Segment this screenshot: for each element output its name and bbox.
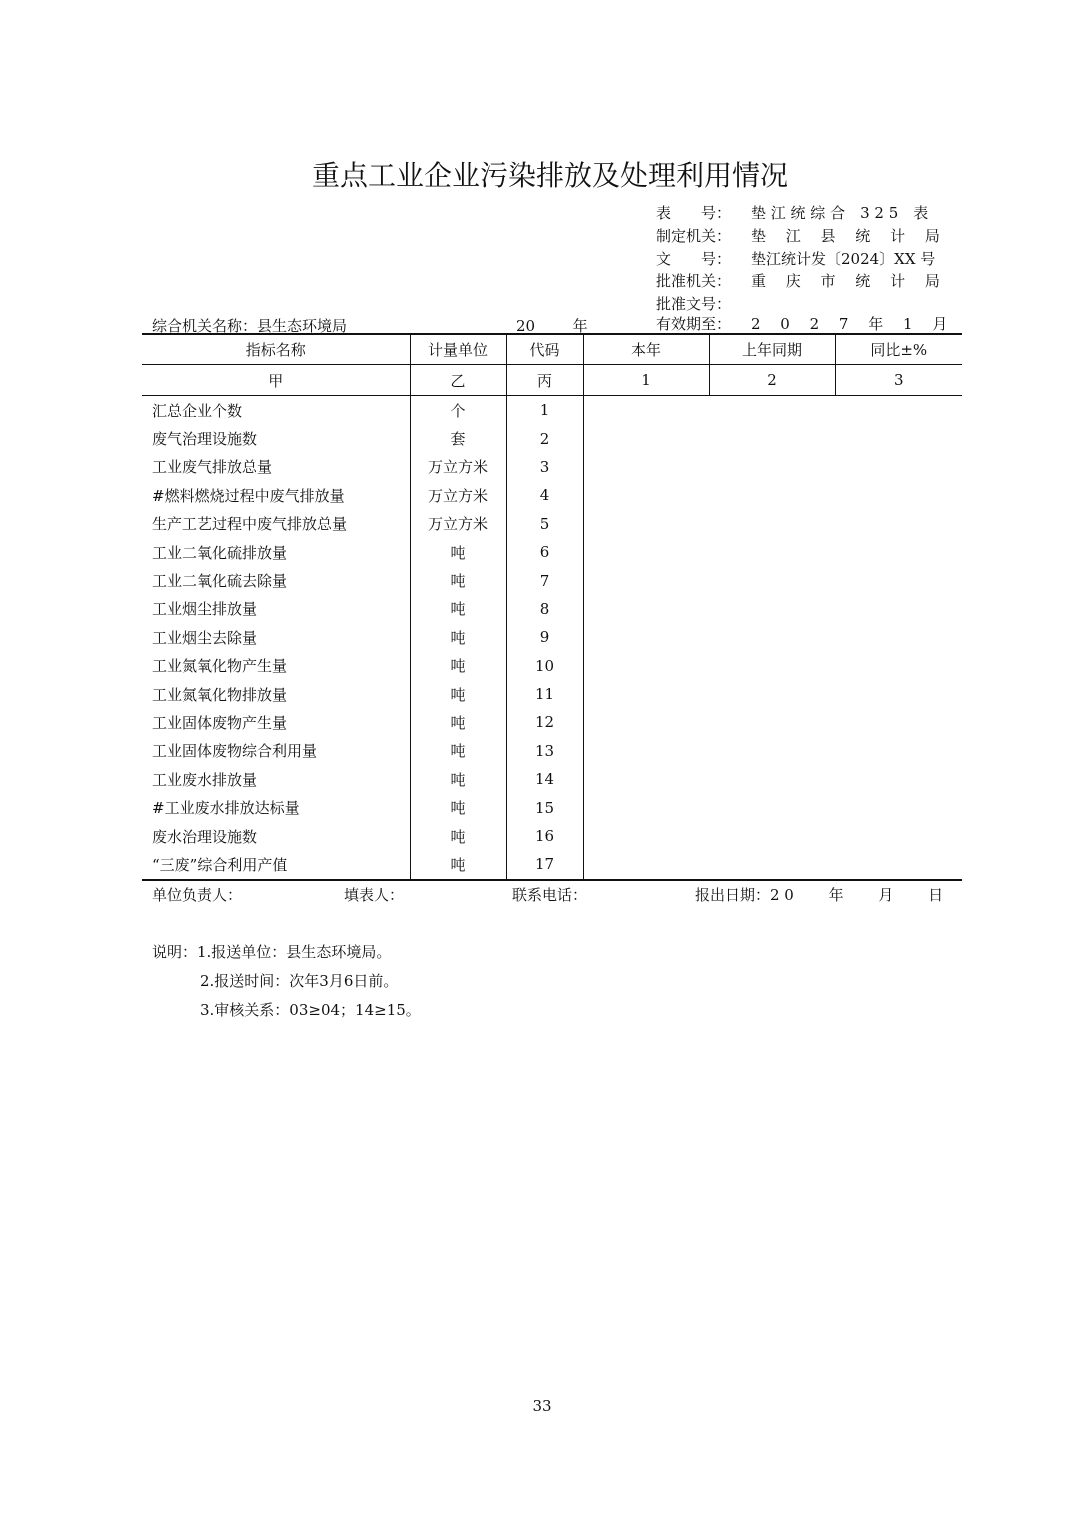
- row-code: 5: [506, 510, 583, 538]
- value-cell-previous[interactable]: [709, 793, 835, 821]
- row-code: 14: [506, 765, 583, 793]
- row-name: 工业烟尘排放量: [142, 595, 410, 623]
- subheader-cell: 1: [583, 365, 709, 396]
- value-cell-yoy[interactable]: [835, 481, 962, 509]
- table-row: [142, 737, 962, 765]
- value-cell-current[interactable]: [583, 566, 709, 594]
- row-code: 3: [506, 453, 583, 481]
- row-name: 工业废水排放量: [142, 765, 410, 793]
- row-code: 13: [506, 737, 583, 765]
- value-cell-previous[interactable]: [709, 538, 835, 566]
- meta-row-issuer: [656, 225, 960, 247]
- row-name: 工业烟尘去除量: [142, 623, 410, 651]
- note-line: 说明：1.报送单位：县生态环境局。: [152, 943, 392, 961]
- row-code: 8: [506, 595, 583, 623]
- header-cell: 指标名称: [142, 334, 410, 365]
- value-cell-yoy[interactable]: [835, 453, 962, 481]
- meta-label: 制定机关：: [656, 227, 732, 245]
- row-unit: 吨: [410, 765, 506, 793]
- table-row: [142, 765, 962, 793]
- value-cell-yoy[interactable]: [835, 708, 962, 736]
- value-cell-current[interactable]: [583, 538, 709, 566]
- meta-value: 垫 江 统 综 合 3 2 5 表: [751, 204, 929, 222]
- subheader-cell: 3: [835, 365, 962, 396]
- value-cell-previous[interactable]: [709, 652, 835, 680]
- value-cell-previous[interactable]: [709, 765, 835, 793]
- value-cell-previous[interactable]: [709, 566, 835, 594]
- row-unit: 套: [410, 424, 506, 452]
- footer-report-date: 报出日期：2 0 年 月 日: [695, 886, 944, 904]
- row-name: 废水治理设施数: [142, 822, 410, 850]
- footer-filler: 填表人：: [344, 886, 405, 904]
- table-subheader-row: [142, 365, 962, 396]
- subheader-cell: 2: [709, 365, 835, 396]
- meta-label: 表 号：: [656, 204, 732, 222]
- row-unit: 吨: [410, 566, 506, 594]
- value-cell-current[interactable]: [583, 680, 709, 708]
- page-number: 33: [532, 1397, 552, 1415]
- value-cell-current[interactable]: [583, 595, 709, 623]
- row-unit: 吨: [410, 793, 506, 821]
- subheader-cell: 丙: [506, 365, 583, 396]
- row-name: 生产工艺过程中废气排放总量: [142, 510, 410, 538]
- value-cell-previous[interactable]: [709, 680, 835, 708]
- value-cell-previous[interactable]: [709, 481, 835, 509]
- row-name: #工业废水排放达标量: [142, 793, 410, 821]
- note-line: 2.报送时间：次年3月6日前。: [200, 972, 399, 990]
- row-code: 4: [506, 481, 583, 509]
- table-row: [142, 680, 962, 708]
- value-cell-previous[interactable]: [709, 453, 835, 481]
- value-cell-yoy[interactable]: [835, 737, 962, 765]
- value-cell-previous[interactable]: [709, 850, 835, 879]
- row-name: 工业氮氧化物产生量: [142, 652, 410, 680]
- table-row: [142, 595, 962, 623]
- meta-value: 垫 江 县 统 计 局: [751, 227, 940, 245]
- header-cell: 本年: [583, 334, 709, 365]
- value-cell-current[interactable]: [583, 453, 709, 481]
- value-cell-current[interactable]: [583, 623, 709, 651]
- table-row: [142, 623, 962, 651]
- row-code: 15: [506, 793, 583, 821]
- table-row: [142, 396, 962, 425]
- row-name: 工业二氧化硫去除量: [142, 566, 410, 594]
- value-cell-previous[interactable]: [709, 623, 835, 651]
- row-unit: 万立方米: [410, 510, 506, 538]
- value-cell-previous[interactable]: [709, 708, 835, 736]
- row-unit: 个: [410, 396, 506, 425]
- table-row: [142, 566, 962, 594]
- note-line: 3.审核关系：03≥04；14≥15。: [200, 1001, 421, 1019]
- header-cell: 代码: [506, 334, 583, 365]
- value-cell-yoy[interactable]: [835, 396, 962, 425]
- row-code: 16: [506, 822, 583, 850]
- value-cell-yoy[interactable]: [835, 850, 962, 879]
- value-cell-previous[interactable]: [709, 510, 835, 538]
- row-name: “三废”综合利用产值: [142, 850, 410, 879]
- table-row: [142, 793, 962, 821]
- row-name: 工业固体废物综合利用量: [142, 737, 410, 765]
- header-cell: 计量单位: [410, 334, 506, 365]
- value-cell-current[interactable]: [583, 396, 709, 425]
- meta-row-valid-until: [656, 313, 960, 335]
- meta-row-approver: [656, 270, 960, 292]
- row-name: 工业废气排放总量: [142, 453, 410, 481]
- table-row: [142, 850, 962, 879]
- row-code: 12: [506, 708, 583, 736]
- header-cell: 上年同期: [709, 334, 835, 365]
- row-code: 11: [506, 680, 583, 708]
- value-cell-current[interactable]: [583, 765, 709, 793]
- row-name: #燃料燃烧过程中废气排放量: [142, 481, 410, 509]
- page-title: 重点工业企业污染排放及处理利用情况: [311, 159, 788, 192]
- table-row: [142, 424, 962, 452]
- value-cell-previous[interactable]: [709, 595, 835, 623]
- table-row: [142, 510, 962, 538]
- row-unit: 吨: [410, 822, 506, 850]
- year-prefix: 20: [516, 317, 536, 335]
- row-unit: 吨: [410, 737, 506, 765]
- value-cell-yoy[interactable]: [835, 623, 962, 651]
- meta-value: 重 庆 市 统 计 局: [751, 272, 940, 290]
- meta-value: 垫江统计发〔2024〕XX 号: [751, 250, 936, 268]
- value-cell-current[interactable]: [583, 481, 709, 509]
- value-cell-previous[interactable]: [709, 737, 835, 765]
- subheader-cell: 乙: [410, 365, 506, 396]
- row-name: 工业氮氧化物排放量: [142, 680, 410, 708]
- value-cell-previous[interactable]: [709, 396, 835, 425]
- table-row: [142, 453, 962, 481]
- value-cell-previous[interactable]: [709, 424, 835, 452]
- row-name: 工业固体废物产生量: [142, 708, 410, 736]
- value-cell-yoy[interactable]: [835, 652, 962, 680]
- value-cell-previous[interactable]: [709, 822, 835, 850]
- value-cell-current[interactable]: [583, 822, 709, 850]
- meta-label: 有效期至：: [656, 315, 732, 333]
- value-cell-current[interactable]: [583, 737, 709, 765]
- meta-row-document-number: [656, 248, 960, 270]
- row-unit: 万立方米: [410, 453, 506, 481]
- value-cell-yoy[interactable]: [835, 822, 962, 850]
- footer-responsible: 单位负责人：: [152, 886, 243, 904]
- row-unit: 吨: [410, 652, 506, 680]
- value-cell-yoy[interactable]: [835, 595, 962, 623]
- row-code: 1: [506, 396, 583, 425]
- row-unit: 万立方米: [410, 481, 506, 509]
- table-row: [142, 822, 962, 850]
- value-cell-yoy[interactable]: [835, 424, 962, 452]
- row-code: 17: [506, 850, 583, 879]
- row-name: 汇总企业个数: [142, 396, 410, 425]
- value-cell-yoy[interactable]: [835, 538, 962, 566]
- table-row: [142, 708, 962, 736]
- meta-label: 文 号：: [656, 250, 732, 268]
- row-code: 6: [506, 538, 583, 566]
- header-cell: 同比±%: [835, 334, 962, 365]
- row-code: 10: [506, 652, 583, 680]
- value-cell-yoy[interactable]: [835, 566, 962, 594]
- row-code: 2: [506, 424, 583, 452]
- value-cell-current[interactable]: [583, 652, 709, 680]
- subheader-cell: 甲: [142, 365, 410, 396]
- row-name: 工业二氧化硫排放量: [142, 538, 410, 566]
- row-unit: 吨: [410, 538, 506, 566]
- row-code: 7: [506, 566, 583, 594]
- row-unit: 吨: [410, 623, 506, 651]
- value-cell-current[interactable]: [583, 424, 709, 452]
- row-name: 废气治理设施数: [142, 424, 410, 452]
- row-code: 9: [506, 623, 583, 651]
- row-unit: 吨: [410, 708, 506, 736]
- value-cell-yoy[interactable]: [835, 765, 962, 793]
- meta-value: 2 0 2 7 年 1 月: [751, 315, 948, 333]
- table-row: [142, 652, 962, 680]
- table-row: [142, 538, 962, 566]
- value-cell-current[interactable]: [583, 850, 709, 879]
- meta-label: 批准文号：: [656, 295, 732, 313]
- value-cell-yoy[interactable]: [835, 510, 962, 538]
- statistics-table: [142, 333, 962, 881]
- organization-name: 综合机关名称：县生态环境局: [152, 317, 348, 335]
- year-suffix: 年: [572, 317, 588, 335]
- value-cell-current[interactable]: [583, 510, 709, 538]
- value-cell-current[interactable]: [583, 793, 709, 821]
- table-row: [142, 481, 962, 509]
- meta-label: 批准机关：: [656, 272, 732, 290]
- value-cell-current[interactable]: [583, 708, 709, 736]
- row-unit: 吨: [410, 595, 506, 623]
- footer-phone: 联系电话：: [512, 886, 588, 904]
- value-cell-yoy[interactable]: [835, 680, 962, 708]
- row-unit: 吨: [410, 680, 506, 708]
- meta-row-approval-number: [656, 293, 960, 315]
- row-unit: 吨: [410, 850, 506, 879]
- meta-row-form-number: [656, 202, 960, 224]
- table-header-row: [142, 334, 962, 365]
- value-cell-yoy[interactable]: [835, 793, 962, 821]
